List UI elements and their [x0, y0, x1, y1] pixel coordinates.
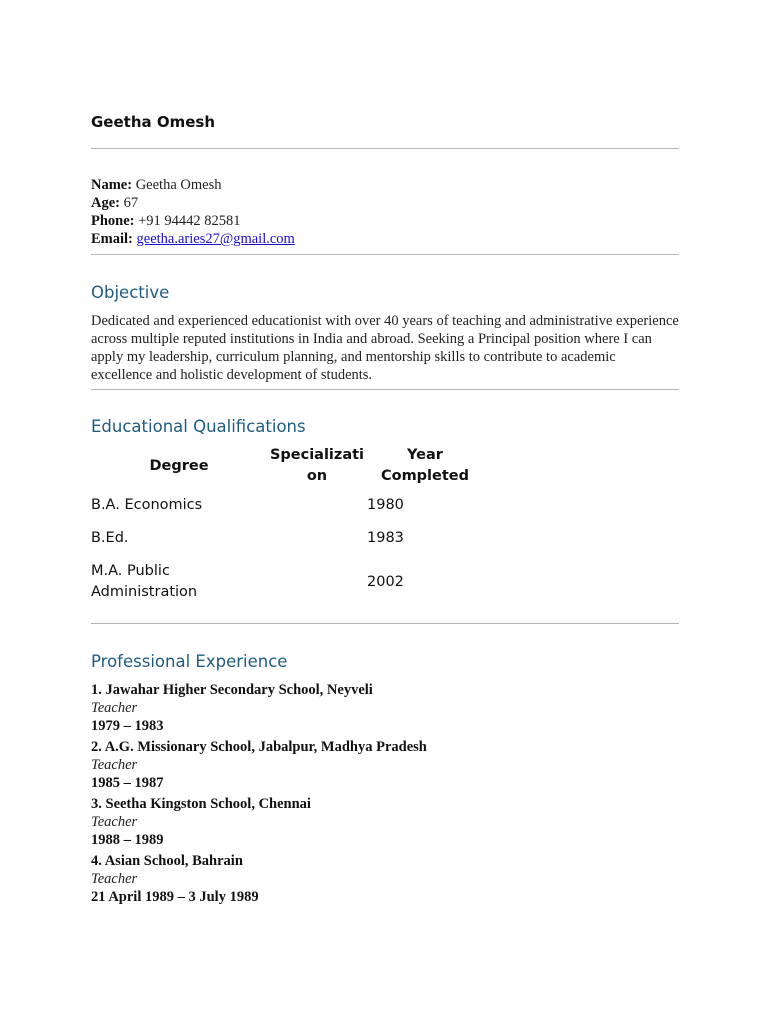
contact-age-row [91, 194, 295, 212]
phone-label: Phone: [91, 213, 135, 229]
email-label: Email: [91, 231, 133, 247]
phone-value: +91 94442 82581 [138, 213, 241, 229]
specialization-cell [267, 522, 367, 555]
column-header-specialization: Specialization [269, 447, 365, 484]
role-title: Teacher [91, 757, 138, 773]
list-item [91, 681, 427, 735]
page-title: Geetha Omesh [91, 113, 216, 131]
age-label: Age: [91, 195, 120, 211]
school-name: 4. Asian School, Bahrain [91, 853, 243, 869]
list-item [91, 852, 427, 906]
school-name: 1. Jawahar Higher Secondary School, Neyveli [91, 682, 373, 698]
column-header-degree: Degree [149, 457, 209, 474]
divider [91, 389, 679, 390]
education-heading: Educational Qualifications [91, 417, 306, 436]
school-name: 2. A.G. Missionary School, Jabalpur, Madhya Pradesh [91, 739, 427, 755]
table-header-row [91, 443, 483, 489]
employment-dates: 1985 – 1987 [91, 775, 164, 791]
specialization-cell [267, 489, 367, 522]
contact-email-row [91, 230, 295, 248]
year-cell: 2002 [367, 573, 404, 590]
role-title: Teacher [91, 814, 138, 830]
divider [91, 148, 679, 149]
table-row [91, 522, 483, 555]
name-label: Name: [91, 177, 133, 193]
role-title: Teacher [91, 700, 138, 716]
age-value: 67 [123, 195, 139, 211]
employment-dates: 1979 – 1983 [91, 718, 164, 734]
experience-list [91, 681, 427, 909]
year-cell: 1980 [367, 497, 404, 513]
email-link[interactable]: geetha.aries27@gmail.com [136, 231, 295, 247]
school-name: 3. Seetha Kingston School, Chennai [91, 796, 311, 812]
specialization-cell [267, 555, 367, 609]
contact-name-row [91, 176, 295, 194]
degree-cell: B.Ed. [91, 530, 129, 546]
objective-text: Dedicated and experienced educationist with over 40 years of teaching and administrative experience across multiple reputed institutions in India and abroad. Seeking a Principal position where I can apply my leadership, curriculum planning, and mentorship skills to contribute to academic excellence and holistic development of students. [91, 313, 679, 383]
divider [91, 254, 679, 255]
contact-block [91, 176, 295, 248]
role-title: Teacher [91, 871, 138, 887]
experience-heading: Professional Experience [91, 652, 288, 671]
list-item [91, 738, 427, 792]
column-header-year: Year Completed [380, 447, 470, 484]
list-item [91, 795, 427, 849]
name-value: Geetha Omesh [135, 177, 222, 193]
degree-cell: B.A. Economics [91, 497, 203, 513]
degree-cell: M.A. Public Administration [91, 563, 198, 600]
employment-dates: 21 April 1989 – 3 July 1989 [91, 889, 259, 905]
table-row [91, 555, 483, 609]
contact-phone-row [91, 212, 295, 230]
education-table [91, 443, 483, 609]
employment-dates: 1988 – 1989 [91, 832, 164, 848]
year-cell: 1983 [367, 530, 404, 546]
table-row [91, 489, 483, 522]
objective-heading: Objective [91, 283, 170, 302]
divider [91, 623, 679, 624]
